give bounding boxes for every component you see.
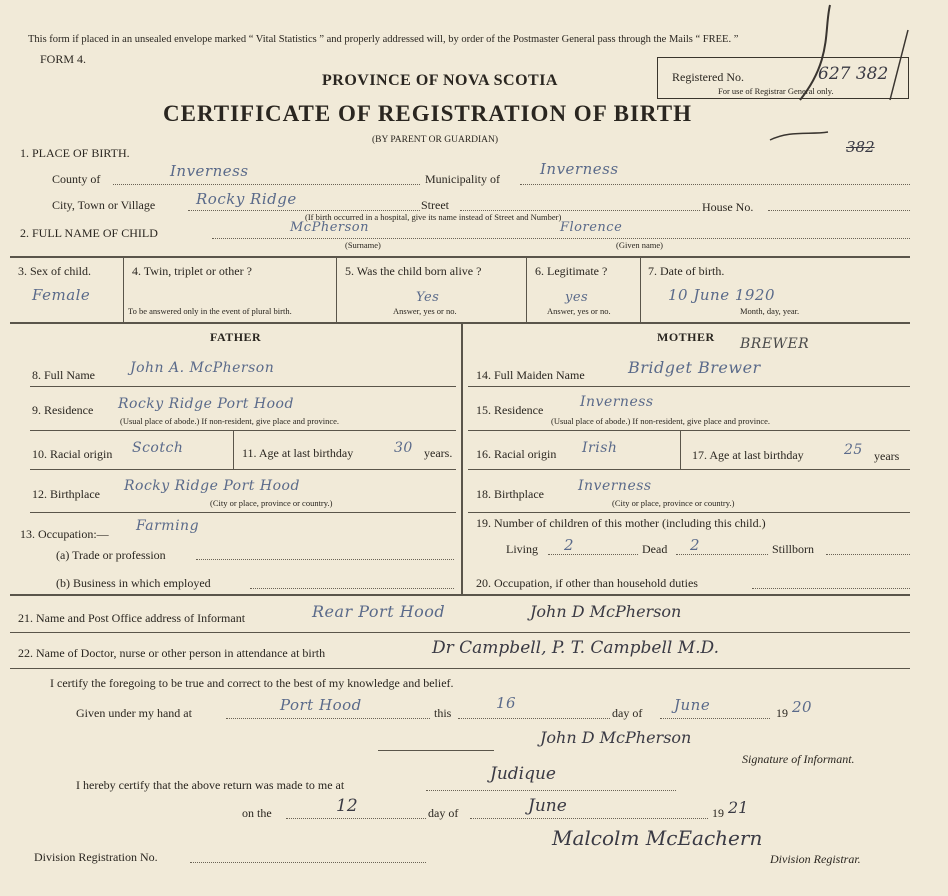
municipality-line (520, 184, 910, 185)
doctor-label: 22. Name of Doctor, nurse or other person in attendance at birth (18, 646, 326, 660)
reg-year-prefix: 19 (712, 806, 724, 820)
rule (123, 256, 124, 322)
date-note: Month, day, year. (740, 306, 800, 316)
informant-address: Rear Port Hood (312, 602, 446, 621)
registered-label: Registered No. (672, 70, 744, 84)
trade-line (196, 559, 454, 560)
date-label: 7. Date of birth. (648, 264, 725, 278)
father-occ-value: Farming (136, 518, 200, 534)
street-line (460, 210, 700, 211)
mother-name-label: 14. Full Maiden Name (476, 368, 585, 382)
rule (30, 512, 456, 513)
child-given-name: Florence (560, 220, 623, 235)
city-line (188, 210, 420, 211)
father-res-label: 9. Residence (32, 403, 94, 417)
reg-month-line (470, 818, 708, 819)
street-label: Street (421, 198, 449, 212)
mother-maiden-top: BREWER (740, 336, 810, 352)
given-place-line (226, 718, 430, 719)
living-label: Living (506, 542, 538, 556)
father-bp-label: 12. Birthplace (32, 487, 100, 501)
certificate-subtitle: (BY PARENT OR GUARDIAN) (372, 135, 499, 145)
father-racial-value: Scotch (132, 440, 184, 456)
given-day: 16 (496, 694, 517, 712)
crossed-number: 382 (846, 138, 875, 156)
registered-number: 627 382 (818, 64, 889, 84)
mother-occ-line (752, 588, 910, 589)
legit-note: Answer, yes or no. (547, 306, 611, 316)
registrar-place-line (426, 790, 676, 791)
rule (461, 322, 463, 594)
informant-name: John D McPherson (530, 602, 682, 621)
county-value: Inverness (170, 162, 249, 180)
registrar-month: June (528, 796, 567, 816)
father-business-label: (b) Business in which employed (56, 576, 211, 590)
rule (233, 430, 234, 469)
stillborn-line (826, 554, 910, 555)
rule (640, 256, 641, 322)
rule (10, 668, 910, 669)
mother-years-label: years (874, 449, 900, 463)
alive-value: Yes (416, 290, 440, 305)
dead-label: Dead (642, 542, 668, 556)
municipality-value: Inverness (540, 160, 619, 178)
living-line (548, 554, 638, 555)
legit-value: yes (565, 290, 589, 305)
given-caption: (Given name) (616, 240, 663, 250)
rule (468, 430, 910, 431)
given-label: Given under my hand at (76, 706, 192, 720)
mother-heading: MOTHER (657, 330, 715, 344)
informant-signature-label: Signature of Informant. (742, 752, 855, 766)
father-racial-label: 10. Racial origin (32, 447, 113, 461)
registrar-signature: Malcolm McEachern (552, 826, 763, 850)
father-trade-label: (a) Trade or profession (56, 548, 166, 562)
child-name-label: 2. FULL NAME OF CHILD (20, 226, 158, 240)
father-name-value: John A. McPherson (130, 360, 275, 376)
year-suffix: 20 (792, 698, 813, 716)
father-res-value: Rocky Ridge Port Hood (118, 396, 294, 412)
rule (30, 469, 456, 470)
registrar-day: 12 (336, 796, 358, 816)
rule (30, 430, 456, 431)
rule (10, 632, 910, 633)
hospital-note: (If birth occurred in a hospital, give its name instead of Street and Number) (305, 212, 562, 222)
registrar-text: I hereby certify that the above return was made to me at (76, 778, 345, 792)
father-name-label: 8. Full Name (32, 368, 95, 382)
signature-line (378, 750, 494, 751)
rule (468, 469, 910, 470)
on-the-label: on the (242, 806, 272, 820)
reg-day-line (286, 818, 426, 819)
twin-label: 4. Twin, triplet or other ? (132, 264, 252, 278)
municipality-label: Municipality of (425, 172, 500, 186)
father-years-label: years. (424, 446, 453, 460)
mother-res-value: Inverness (580, 394, 654, 410)
registrar-place: Judique (490, 764, 556, 784)
twin-note: To be answered only in the event of plural birth. (128, 306, 292, 316)
reg-year-suffix: 21 (728, 798, 749, 817)
stillborn-label: Stillborn (772, 542, 815, 556)
mother-children-label: 19. Number of children of this mother (including this child.) (476, 516, 766, 530)
mother-age-label: 17. Age at last birthday (692, 448, 804, 462)
division-no-label: Division Registration No. (34, 850, 158, 864)
rule (10, 594, 910, 596)
father-bp-note: (City or place, province or country.) (210, 498, 333, 508)
child-surname: McPherson (290, 220, 369, 235)
year-prefix: 19 (776, 706, 788, 720)
day-line (458, 718, 610, 719)
date-value: 10 June 1920 (668, 286, 776, 304)
legit-label: 6. Legitimate ? (535, 264, 608, 278)
house-label: House No. (702, 200, 754, 214)
surname-caption: (Surname) (345, 240, 381, 250)
house-line (768, 210, 910, 211)
day-of-label: day of (612, 706, 643, 720)
sex-label: 3. Sex of child. (18, 264, 91, 278)
father-res-note: (Usual place of abode.) If non-resident, give place and province. (120, 416, 340, 426)
father-age-value: 30 (394, 440, 413, 456)
rule (336, 256, 337, 322)
county-label: County of (52, 172, 101, 186)
mother-bp-note: (City or place, province or country.) (612, 498, 735, 508)
city-value: Rocky Ridge (196, 190, 297, 208)
this-label: this (434, 706, 452, 720)
informant-label: 21. Name and Post Office address of Informant (18, 611, 246, 625)
mother-res-note: (Usual place of abode.) If non-resident, give place and province. (551, 416, 771, 426)
sex-value: Female (32, 286, 91, 304)
dead-value: 2 (690, 536, 701, 554)
given-place: Port Hood (280, 696, 362, 714)
alive-label: 5. Was the child born alive ? (345, 264, 482, 278)
dead-line (676, 554, 768, 555)
mother-racial-label: 16. Racial origin (476, 447, 557, 461)
mother-bp-label: 18. Birthplace (476, 487, 544, 501)
father-bp-value: Rocky Ridge Port Hood (124, 478, 300, 494)
rule (30, 386, 456, 387)
division-no-line (190, 862, 426, 863)
pen-stroke-mark (740, 0, 920, 150)
mother-racial-value: Irish (582, 440, 618, 456)
rule (10, 322, 910, 324)
place-heading: 1. PLACE OF BIRTH. (20, 146, 130, 160)
mother-occ-label: 20. Occupation, if other than household duties (476, 576, 698, 590)
business-line (250, 588, 454, 589)
informant-signature: John D McPherson (540, 728, 692, 747)
doctor-value: Dr Campbell, P. T. Campbell M.D. (432, 638, 719, 658)
rule (526, 256, 527, 322)
rule (10, 256, 910, 258)
certificate-title: CERTIFICATE OF REGISTRATION OF BIRTH (163, 101, 692, 126)
form-number: FORM 4. (40, 52, 87, 66)
father-occ-label: 13. Occupation:— (20, 527, 109, 541)
county-line (113, 184, 420, 185)
mother-age-value: 25 (844, 442, 863, 458)
registered-note: For use of Registrar General only. (718, 86, 834, 96)
province-title: PROVINCE OF NOVA SCOTIA (322, 72, 558, 89)
division-registrar-label: Division Registrar. (770, 852, 861, 866)
father-age-label: 11. Age at last birthday (242, 446, 354, 460)
mother-res-label: 15. Residence (476, 403, 544, 417)
reg-day-of-label: day of (428, 806, 459, 820)
mailing-notice: This form if placed in an unsealed envelope marked “ Vital Statistics ” and properly addressed will, by order of the Postmaster General pass through the Mails “ FREE. ” (28, 34, 739, 45)
living-value: 2 (564, 536, 575, 554)
given-month: June (674, 696, 711, 714)
certify-text: I certify the foregoing to be true and correct to the best of my knowledge and belief. (50, 676, 454, 690)
father-heading: FATHER (210, 330, 262, 344)
rule (468, 386, 910, 387)
child-name-line (212, 238, 910, 239)
city-label: City, Town or Village (52, 198, 156, 212)
rule (680, 430, 681, 469)
month-line (660, 718, 770, 719)
rule (468, 512, 910, 513)
alive-note: Answer, yes or no. (393, 306, 457, 316)
mother-name-value: Bridget Brewer (628, 358, 761, 377)
mother-bp-value: Inverness (578, 478, 652, 494)
